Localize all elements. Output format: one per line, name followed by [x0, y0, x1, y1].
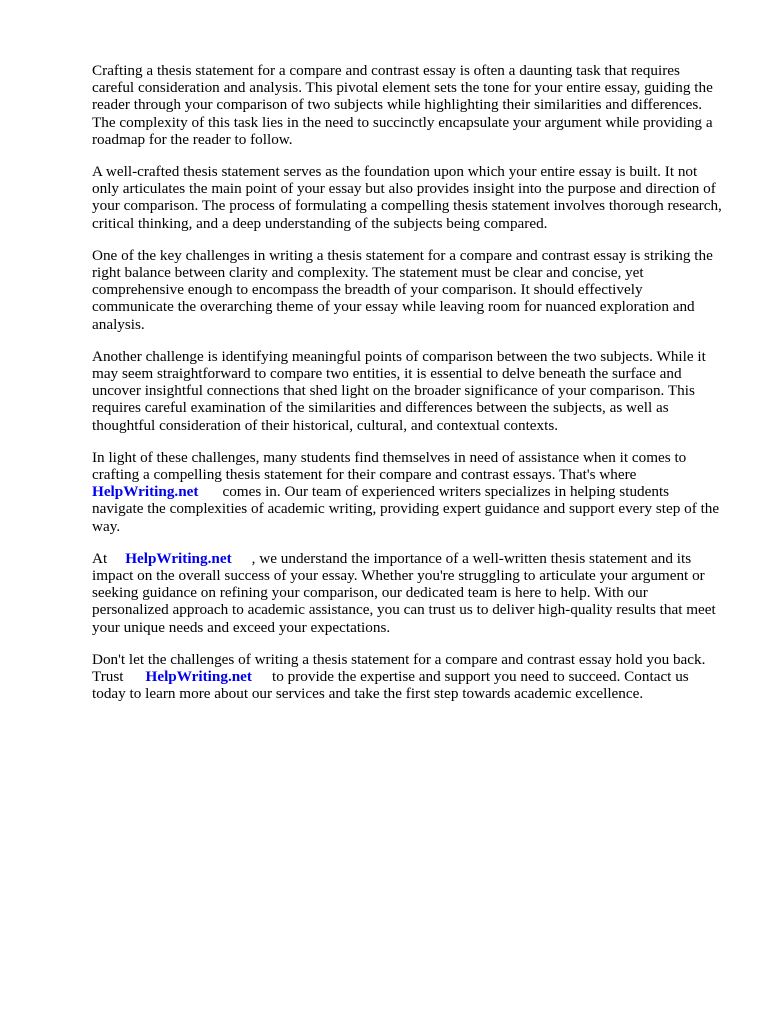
paragraph-comparison: Another challenge is identifying meaningful points of comparison between the two subjects. While it may seem straightforward to compare two entities, it is essential to delve beneath the surface and uncover insightful connections that shed light on the broader significance of your comparison. This requires careful examination of the similarities and differences between the subjects, as well as thoughtful consideration of their historical, cultural, and contextual contexts.	[92, 347, 706, 434]
paragraph-about-text-after: , we understand the importance of a well-written thesis statement and its impact on the overall success of your essay. Whether you're struggling to articulate your argument or seeking guidance on refining your comparison, our dedicated team is here to help. With our personalized approach to academic assistance, you can trust us to deliver high-quality results that meet your unique needs and exceed your expectations.	[92, 549, 716, 636]
helpwriting-link-3[interactable]: HelpWriting.net	[145, 668, 252, 686]
paragraph-assistance-text-before: In light of these challenges, many students find themselves in need of assistance when it comes to crafting a compelling thesis statement for their compare and contrast essays. That's where	[92, 448, 687, 484]
paragraph-call-to-action	[92, 651, 722, 703]
helpwriting-link-1[interactable]: HelpWriting.net	[92, 483, 199, 501]
paragraph-about-text-before: At	[92, 549, 108, 567]
paragraph-about	[92, 550, 722, 636]
paragraph-intro: Crafting a thesis statement for a compare and contrast essay is often a daunting task that requires careful consideration and analysis. This pivotal element sets the tone for your entire essay, guiding the reader through your comparison of two subjects while highlighting their similarities and differences. The complexity of this task lies in the need to succinctly encapsulate your argument while providing a roadmap for the reader to follow.	[92, 62, 713, 148]
document-body	[92, 62, 722, 718]
helpwriting-link-2[interactable]: HelpWriting.net	[125, 549, 232, 567]
paragraph-cta-text-after: to provide the expertise and support you need to succeed. Contact us today to learn more about our services and take the first step towards academic excellence.	[92, 668, 689, 703]
paragraph-assistance-text-after: comes in. Our team of experienced writers specializes in helping students navigate the complexities of academic writing, providing expert guidance and support every step of the way.	[92, 483, 720, 535]
paragraph-assistance	[92, 449, 722, 535]
paragraph-challenges: One of the key challenges in writing a thesis statement for a compare and contrast essay is striking the right balance between clarity and complexity. The statement must be clear and concise, yet comprehensive enough to encompass the breadth of your comparison. It should effectively communicate the overarching theme of your essay while leaving room for nuanced exploration and analysis.	[92, 246, 713, 333]
paragraph-cta-text-before: Don't let the challenges of writing a thesis statement for a compare and contrast essay hold you back. Trust	[92, 650, 706, 686]
paragraph-foundation: A well-crafted thesis statement serves as the foundation upon which your entire essay is built. It not only articulates the main point of your essay but also provides insight into the purpose and direction of your comparison. The process of formulating a compelling thesis statement involves thorough research, critical thinking, and a deep understanding of the subjects being compared.	[92, 163, 722, 232]
